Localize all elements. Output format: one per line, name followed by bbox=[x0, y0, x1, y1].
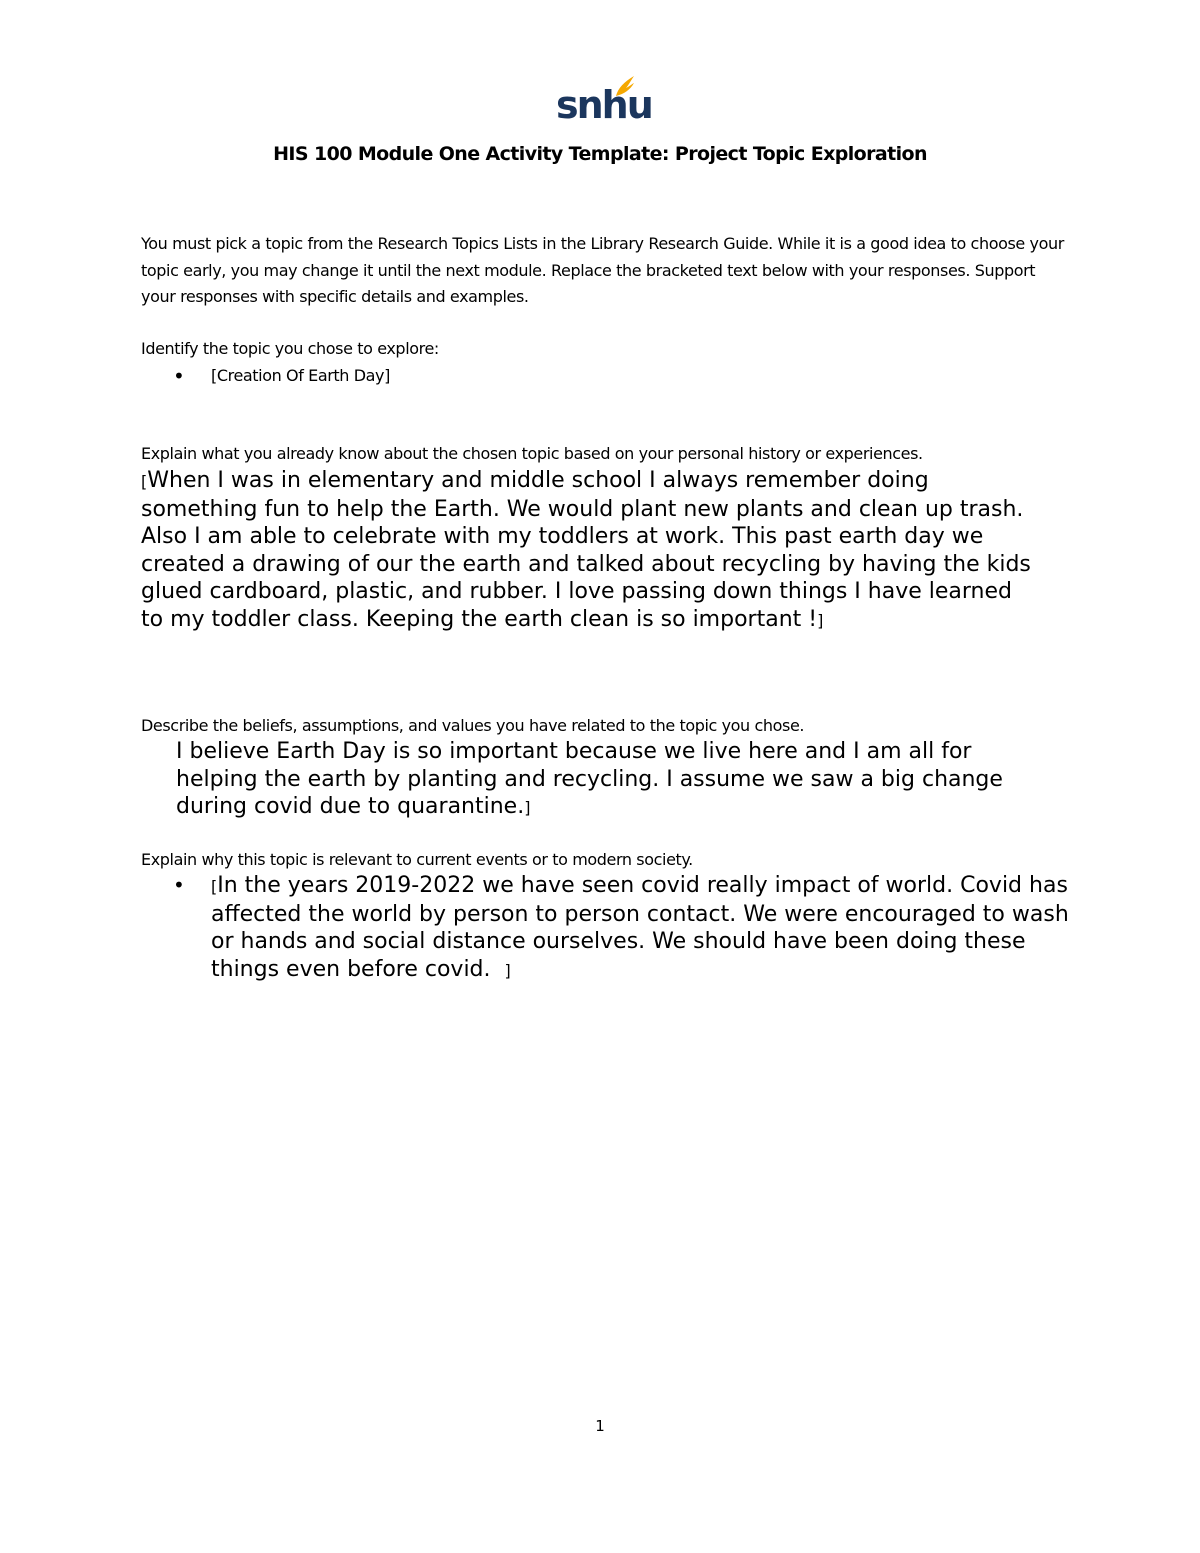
question-prior-knowledge: Explain what you already know about the chosen topic based on your personal history or experiences. bbox=[141, 444, 923, 463]
bracket-close: ] bbox=[384, 366, 390, 385]
bracket-open: [ bbox=[211, 366, 217, 385]
answer-topic-text: Creation Of Earth Day bbox=[216, 366, 385, 385]
answer-prior-knowledge bbox=[141, 467, 1041, 634]
snhu-logo bbox=[556, 72, 652, 134]
answer-topic-item bbox=[141, 363, 390, 390]
bracket-open: [ bbox=[141, 472, 148, 491]
answer-beliefs bbox=[176, 738, 1056, 822]
answer-prior-knowledge-text: When I was in elementary and middle school I always remember doing something fun to help the Earth. We would plant new plants and clean up trash. Also I am able to celebrate with my toddlers at work. This past earth day we created a drawing of our the earth and talked about recycling by having the kids glued cardboard, plastic, and rubber. I love passing down things I have learned to my toddler class. Keeping the earth clean is so important ! bbox=[141, 468, 1031, 632]
intro-paragraph: You must pick a topic from the Research Topics Lists in the Library Research Guide. While it is a good idea to choose your topic early, you may change it until the next module. Replace the bracketed text below with your responses. Support your responses with specific details and examples. bbox=[141, 234, 1064, 306]
bullet-icon: • bbox=[173, 364, 185, 388]
page-title: HIS 100 Module One Activity Template: Project Topic Exploration bbox=[273, 143, 927, 165]
question-topic: Identify the topic you chose to explore: bbox=[141, 339, 439, 358]
answer-topic bbox=[211, 363, 390, 390]
answer-beliefs-text: I believe Earth Day is so important because we live here and I am all for helping the earth by planting and recycling. I assume we saw a big change during covid due to quarantine. bbox=[176, 739, 1003, 819]
page-number: 1 bbox=[595, 1417, 605, 1435]
bracket-open: [ bbox=[211, 877, 218, 896]
bracket-close: ] bbox=[817, 610, 824, 630]
question-beliefs: Describe the beliefs, assumptions, and values you have related to the topic you chose. bbox=[141, 716, 805, 735]
answer-relevance-text: In the years 2019-2022 we have seen covid really impact of world. Covid has affected the world by person to person contact. We were encouraged to wash or hands and social distance ourselves. We should have been doing these things even before covid. bbox=[211, 873, 1076, 982]
question-relevance: Explain why this topic is relevant to current events or to modern society. bbox=[141, 850, 693, 869]
bullet-icon: • bbox=[173, 873, 185, 897]
bracket-close: ] bbox=[524, 798, 531, 817]
answer-relevance bbox=[211, 872, 1076, 984]
logo-text: snhu bbox=[556, 83, 652, 127]
answer-relevance-item bbox=[141, 872, 1076, 984]
bracket-close: ] bbox=[504, 960, 511, 980]
